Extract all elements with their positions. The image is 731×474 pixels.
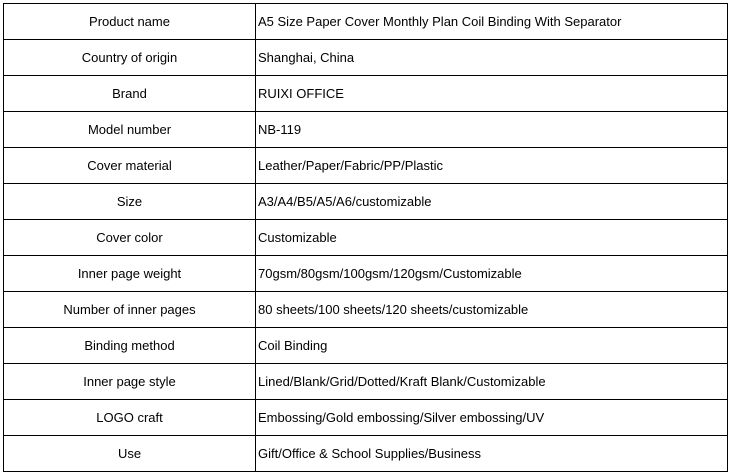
row-value: Gift/Office & School Supplies/Business — [256, 436, 728, 472]
row-label: Brand — [4, 76, 256, 112]
table-row — [4, 76, 728, 112]
table-row — [4, 184, 728, 220]
row-label: Size — [4, 184, 256, 220]
row-label: Number of inner pages — [4, 292, 256, 328]
row-label: Inner page weight — [4, 256, 256, 292]
row-label: Country of origin — [4, 40, 256, 76]
row-label: Model number — [4, 112, 256, 148]
row-value: Coil Binding — [256, 328, 728, 364]
table-row — [4, 4, 728, 40]
row-value: NB-119 — [256, 112, 728, 148]
table-row — [4, 220, 728, 256]
table-row — [4, 40, 728, 76]
row-value: Customizable — [256, 220, 728, 256]
row-value: RUIXI OFFICE — [256, 76, 728, 112]
table-row — [4, 256, 728, 292]
row-label: Cover color — [4, 220, 256, 256]
table-row — [4, 400, 728, 436]
row-value: A5 Size Paper Cover Monthly Plan Coil Binding With Separator — [256, 4, 728, 40]
row-label: Product name — [4, 4, 256, 40]
table-row — [4, 436, 728, 472]
row-value: Lined/Blank/Grid/Dotted/Kraft Blank/Customizable — [256, 364, 728, 400]
table-row — [4, 112, 728, 148]
row-value: 80 sheets/100 sheets/120 sheets/customizable — [256, 292, 728, 328]
table-row — [4, 148, 728, 184]
table-row — [4, 328, 728, 364]
row-value: Embossing/Gold embossing/Silver embossing/UV — [256, 400, 728, 436]
product-spec-table — [3, 3, 728, 472]
row-label: LOGO craft — [4, 400, 256, 436]
row-label: Binding method — [4, 328, 256, 364]
row-value: Leather/Paper/Fabric/PP/Plastic — [256, 148, 728, 184]
table-row — [4, 364, 728, 400]
row-label: Cover material — [4, 148, 256, 184]
row-label: Inner page style — [4, 364, 256, 400]
row-value: A3/A4/B5/A5/A6/customizable — [256, 184, 728, 220]
table-row — [4, 292, 728, 328]
row-value: Shanghai, China — [256, 40, 728, 76]
row-label: Use — [4, 436, 256, 472]
row-value: 70gsm/80gsm/100gsm/120gsm/Customizable — [256, 256, 728, 292]
